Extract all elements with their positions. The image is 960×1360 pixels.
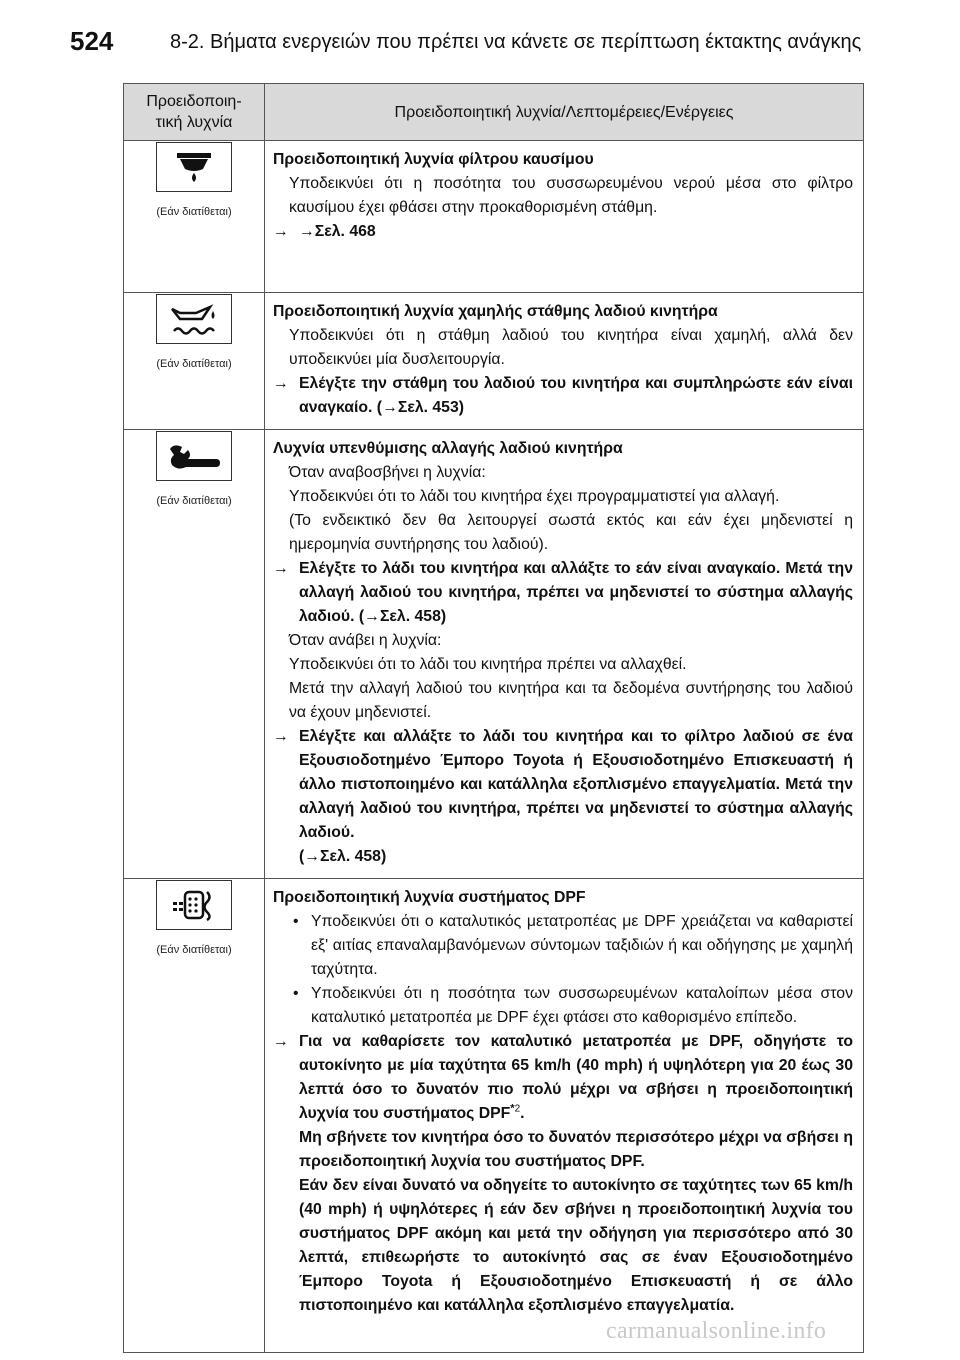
col-header-details: Προειδοποιητική λυχνία/Λεπτομέρειες/Ενέργειες	[265, 84, 864, 141]
table-row	[124, 879, 864, 1353]
blink-detail: Υποδεικνύει ότι το λάδι του κινητήρα έχει προγραμματιστεί για αλλαγή.	[289, 488, 780, 505]
description-cell	[265, 293, 864, 430]
action-text: Ελέγξτε και αλλάξτε το λάδι του κινητήρα και το φίλτρο λαδιού σε ένα Εξουσιοδοτημένο Έμπορο Toyota ή Εξουσιοδοτημένο Επισκευαστή ή άλλο πιστοποιημένο και κατάλληλα εξοπλισμένο επαγγελματία. Μετά την αλλαγή λαδιού του κινητήρα, πρέπει να μηδενιστεί το σύστημα αλλαγής λαδιού.	[299, 728, 853, 841]
icon-cell	[124, 141, 265, 293]
table-row	[124, 293, 864, 430]
action: → Για να καθαρίσετε τον καταλυτικό μετατροπέα με DPF, οδηγήστε το αυτοκίνητο με μία ταχύτητα 65 km/h (40 mph) ή υψηλότερη για 20 έως 30 λεπτά όσο το δυνατόν πιο πολύ μέχρι να σβήσει η προειδοποιητική λυχνία του συστήματος DPF$^{*2}$.	[273, 1033, 853, 1122]
blink-label: Όταν αναβοσβήνει η λυχνία:	[289, 464, 486, 481]
availability-note: (Εάν διατίθεται)	[156, 495, 232, 507]
light-detail: Υποδεικνύει ότι η στάθμη λαδιού του κινητήρα είναι χαμηλή, αλλά δεν υποδεικνύει μία δυσλειτουργία.	[289, 327, 853, 368]
light-title: Λυχνία υπενθύμισης αλλαγής λαδιού κινητήρα	[273, 440, 623, 457]
light-title: Προειδοποιητική λυχνία φίλτρου καυσίμου	[273, 151, 594, 168]
action: → →Σελ. 468	[273, 220, 853, 244]
light-title: Προειδοποιητική λυχνία συστήματος DPF	[273, 889, 586, 906]
footnote-number: 2	[514, 1103, 521, 1115]
action-continued: Εάν δεν είναι δυνατό να οδηγείτε το αυτοκίνητο σε ταχύτητες των 65 km/h (40 mph) ή υψηλότερες ή εάν δεν σβήνει η προειδοποιητική λυχνία του συστήματος DPF ακόμη και μετά την οδήγηση για περισσότερο από 30 λεπτά, επιθεωρήστε το αυτοκίνητό σας σε έναν Εξουσιοδοτημένο Έμπορο Toyota ή Εξουσιοδοτημένο Επισκευαστή ή σε άλλο πιστοποιημένο και κατάλληλα εξοπλισμένο επαγγελματία.	[299, 1177, 853, 1314]
description-cell	[265, 141, 864, 293]
lit-action: → Ελέγξτε και αλλάξτε το λάδι του κινητήρα και το φίλτρο λαδιού σε ένα Εξουσιοδοτημένο Έμπορο Toyota ή Εξουσιοδοτημένο Επισκευαστή ή άλλο πιστοποιημένο και κατάλληλα εξοπλισμένο επαγγελματία. Μετά την αλλαγή λαδιού του κινητήρα, πρέπει να μηδενιστεί το σύστημα αλλαγής λαδιού.	[273, 725, 853, 845]
availability-note: (Εάν διατίθεται)	[156, 944, 232, 956]
chapter-title: 8-2. Βήματα ενεργειών που πρέπει να κάνετε σε περίπτωση έκτακτης ανάγκης	[170, 31, 862, 53]
light-title: Προειδοποιητική λυχνία χαμηλής στάθμης λαδιού κινητήρα	[273, 303, 718, 320]
lit-detail: Υποδεικνύει ότι το λάδι του κινητήρα πρέπει να αλλαχθεί.	[289, 656, 687, 673]
page-header	[0, 0, 960, 80]
description-cell	[265, 879, 864, 1353]
table-row	[124, 430, 864, 879]
low-oil-level-icon	[156, 294, 232, 344]
table-header-row	[124, 84, 864, 141]
icon-cell	[124, 430, 265, 879]
icon-cell	[124, 293, 265, 430]
footnote-mark: *	[510, 1102, 515, 1115]
page-reference: →Σελ. 468	[299, 223, 376, 240]
blink-note: (Το ενδεικτικό δεν θα λειτουργεί σωστά εκτός και εάν έχει μηδενιστεί η ημερομηνία συντήρησης του λαδιού).	[289, 512, 853, 553]
page-reference: (→Σελ. 458)	[299, 848, 387, 865]
action-text: Για να καθαρίσετε τον καταλυτικό μετατροπέα με DPF, οδηγήστε το αυτοκίνητο με μία ταχύτητα 65 km/h (40 mph) ή υψηλότερη για 20 έως 30 λεπτά όσο το δυνατόν πιο πολύ μέχρι να σβήσει η προειδοποιητική λυχνία του συστήματος DPF	[299, 1033, 853, 1122]
light-detail: Υποδεικνύει ότι η ποσότητα του συσσωρευμένου νερού μέσα στο φίλτρο καυσίμου έχει φθάσει στην προκαθορισμένη στάθμη.	[289, 175, 853, 216]
icon-cell	[124, 879, 265, 1353]
lit-note: Μετά την αλλαγή λαδιού του κινητήρα και τα δεδομένα συντήρησης του λαδιού να έχουν μηδενιστεί.	[289, 680, 853, 721]
warning-lights-table	[123, 83, 864, 1353]
watermark: carmanualsonline.info	[606, 1318, 827, 1344]
action-text: Ελέγξτε την στάθμη του λαδιού του κινητήρα και συμπληρώστε εάν είναι αναγκαίο. (→Σελ. 453)	[299, 375, 853, 416]
dpf-icon	[156, 880, 232, 930]
bullet-item: • Υποδεικνύει ότι η ποσότητα των συσσωρευμένων καταλοίπων μέσα στον καταλυτικό μετατροπέα με DPF έχει φτάσει στο καθορισμένο επίπεδο.	[293, 985, 853, 1026]
availability-note: (Εάν διατίθεται)	[156, 358, 232, 370]
blink-action: → Ελέγξτε το λάδι του κινητήρα και αλλάξτε το εάν είναι αναγκαίο. Μετά την αλλαγή λαδιού του κινητήρα, πρέπει να μηδενιστεί το σύστημα αλλαγής λαδιού. (→Σελ. 458)	[273, 557, 853, 629]
action-text: Ελέγξτε το λάδι του κινητήρα και αλλάξτε το εάν είναι αναγκαίο. Μετά την αλλαγή λαδιού του κινητήρα, πρέπει να μηδενιστεί το σύστημα αλλαγής λαδιού. (→Σελ. 458)	[299, 560, 853, 625]
description-cell	[265, 430, 864, 879]
action-continued: Μη σβήνετε τον κινητήρα όσο το δυνατόν περισσότερο μέχρι να σβήσει η προειδοποιητική λυχνία του συστήματος DPF.	[299, 1129, 853, 1170]
action: → Ελέγξτε την στάθμη του λαδιού του κινητήρα και συμπληρώστε εάν είναι αναγκαίο. (→Σελ. 453)	[273, 372, 853, 420]
table-row	[124, 141, 864, 293]
lit-label: Όταν ανάβει η λυχνία:	[289, 632, 442, 649]
col-header-light: Προειδοποιη-τική λυχνία	[124, 84, 265, 141]
availability-note: (Εάν διατίθεται)	[156, 206, 232, 218]
wrench-icon	[156, 431, 232, 481]
bullet-item: • Υποδεικνύει ότι ο καταλυτικός μετατροπέας με DPF χρειάζεται να καθαριστεί εξ' αιτίας επαναλαμβανόμενων σύντομων ταξιδιών ή και οδήγησης με χαμηλή ταχύτητα.	[293, 913, 853, 978]
page-number: 524	[70, 26, 114, 56]
fuel-filter-icon	[156, 142, 232, 192]
